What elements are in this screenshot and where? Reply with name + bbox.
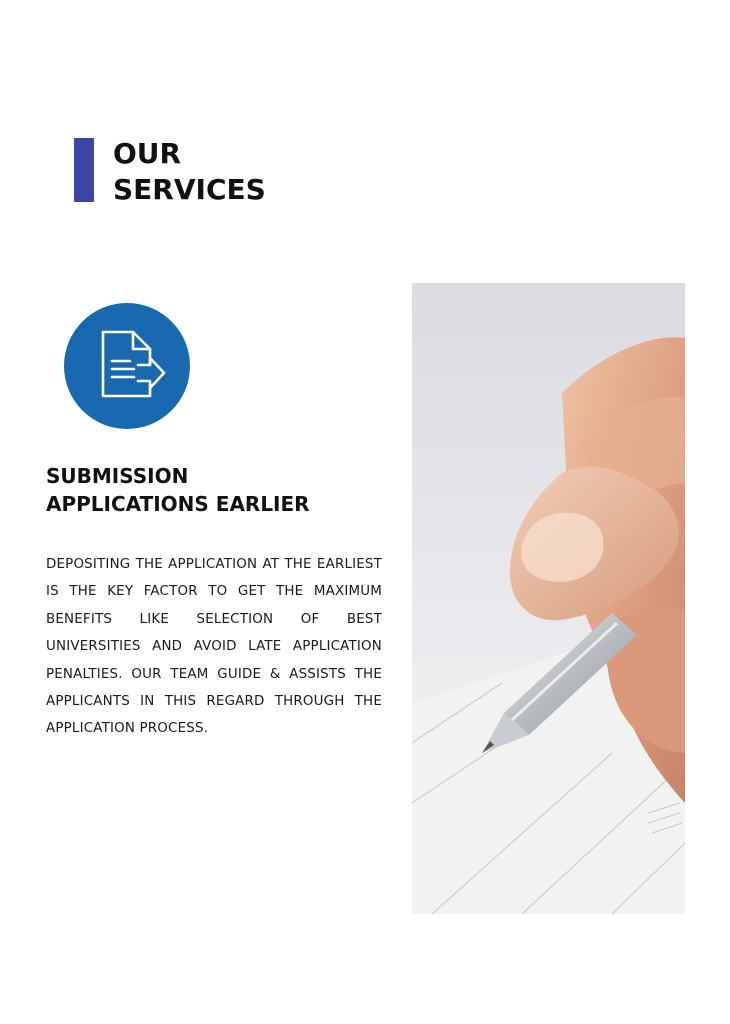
page-title-line-1: OUR: [113, 137, 182, 170]
service-heading-line-2: APPLICATIONS EARLIER: [46, 492, 310, 516]
hand-writing-with-pen-photo: [412, 283, 685, 914]
service-heading: [46, 462, 386, 518]
service-heading-line-1: SUBMISSION: [46, 464, 189, 488]
service-icon-badge: [64, 303, 190, 429]
service-description: DEPOSITING THE APPLICATION AT THE EARLIEST IS THE KEY FACTOR TO GET THE MAXIMUM BENEFITS LIKE SELECTION OF BEST UNIVERSITIES AND AVOID LATE APPLICATION PENALTIES. OUR TEAM GUIDE & ASSISTS THE APPLICANTS IN THIS REGARD THROUGH THE APPLICATION PROCESS.: [46, 557, 382, 737]
document-arrow-icon: [64, 303, 190, 429]
page-title-line-2: SERVICES: [113, 173, 266, 206]
title-accent-bar: [74, 138, 94, 202]
page-title: [113, 136, 266, 208]
